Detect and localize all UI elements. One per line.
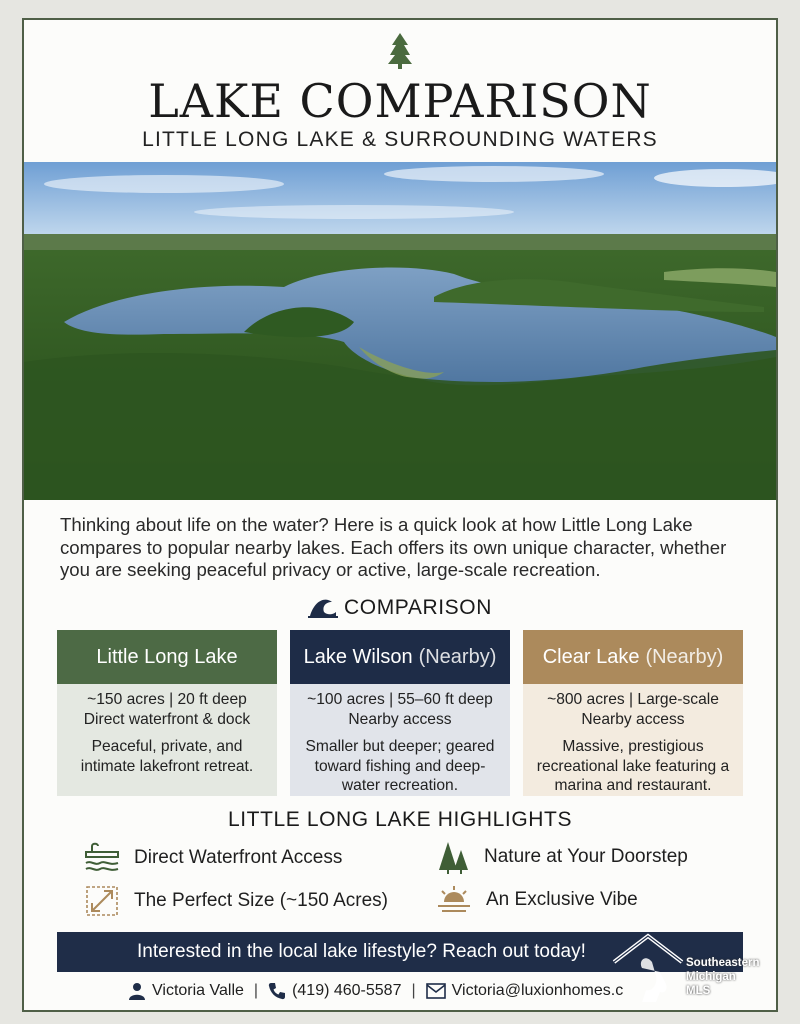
page-subtitle: LITTLE LONG LAKE & SURROUNDING WATERS (142, 128, 658, 151)
lake-card-stats: ~100 acres | 55–60 ft deep (307, 691, 493, 708)
mls-logo-line: MLS (686, 985, 711, 997)
lake-card-description: Massive, prestigious recreational lake featuring a marina and restaurant. (536, 738, 730, 794)
lake-card-body (523, 684, 743, 796)
pine-tree-icon (388, 33, 412, 69)
lake-card-header (523, 630, 743, 684)
highlight-item (436, 884, 638, 916)
phone-icon (268, 982, 286, 1000)
lake-card-little-long (57, 630, 277, 796)
lake-card-name: Little Long Lake (96, 645, 238, 668)
contact-name: Victoria Valle (152, 982, 244, 999)
aerial-lake-photo (24, 162, 776, 500)
lake-card-access: Direct waterfront & dock (83, 710, 251, 728)
comparison-heading (0, 596, 800, 620)
mls-logo-text (686, 956, 760, 998)
highlight-label: Nature at Your Doorstep (484, 846, 688, 867)
highlight-label: An Exclusive Vibe (486, 889, 638, 910)
highlights-heading: LITTLE LONG LAKE HIGHLIGHTS (227, 808, 573, 831)
lake-card-tag: (Nearby) (645, 645, 724, 668)
mls-logo-line: Michigan (686, 971, 736, 983)
highlight-item (84, 842, 342, 874)
sunset-icon (436, 884, 472, 916)
highlight-label: The Perfect Size (~150 Acres) (134, 890, 388, 911)
lake-card-body (290, 684, 510, 796)
lake-card-header (57, 630, 277, 684)
lake-card-description: Peaceful, private, and intimate lakefront retreat. (80, 738, 254, 775)
highlight-label: Direct Waterfront Access (134, 847, 343, 868)
mls-logo-line: Southeastern (686, 957, 760, 969)
separator: | (411, 982, 416, 999)
pine-trees-icon (436, 840, 470, 874)
lake-card-access: Nearby access (581, 710, 685, 728)
highlight-item (84, 884, 388, 918)
lake-card-body (57, 684, 277, 796)
resize-icon (84, 884, 120, 918)
lake-card-wilson (290, 630, 510, 796)
lake-card-description: Smaller but deeper; geared toward fishing and deep-water recreation. (305, 738, 495, 794)
highlight-item (436, 840, 688, 874)
lake-card-stats: ~150 acres | 20 ft deep (87, 691, 247, 708)
lake-card-access: Nearby access (348, 710, 452, 728)
contact-email[interactable]: Victoria@luxionhomes.c (451, 982, 624, 999)
lake-card-clear (523, 630, 743, 796)
lake-card-tag: (Nearby) (418, 645, 497, 668)
lake-card-stats: ~800 acres | Large-scale (547, 691, 719, 708)
contact-phone[interactable]: (419) 460-5587 (292, 982, 402, 999)
lake-card-name: Lake Wilson (303, 645, 413, 668)
cta-text: Interested in the local lake lifestyle? Reach out today! (137, 941, 586, 962)
separator: | (253, 982, 259, 999)
email-icon (426, 983, 446, 999)
intro-paragraph: Thinking about life on the water? Here is a quick look at how Little Long Lake compares to popular nearby lakes. Each offers its own unique character, whether you are seeking peaceful privacy or active, large-scale recreation. (60, 514, 727, 580)
comparison-heading-label: COMPARISON (344, 596, 492, 619)
lake-card-name: Clear Lake (542, 645, 640, 668)
wave-icon (308, 596, 338, 618)
dock-icon (84, 842, 120, 874)
contact-bar (128, 982, 623, 1000)
person-icon (128, 982, 146, 1000)
lake-card-header (290, 630, 510, 684)
page-title: LAKE COMPARISON (148, 74, 652, 128)
